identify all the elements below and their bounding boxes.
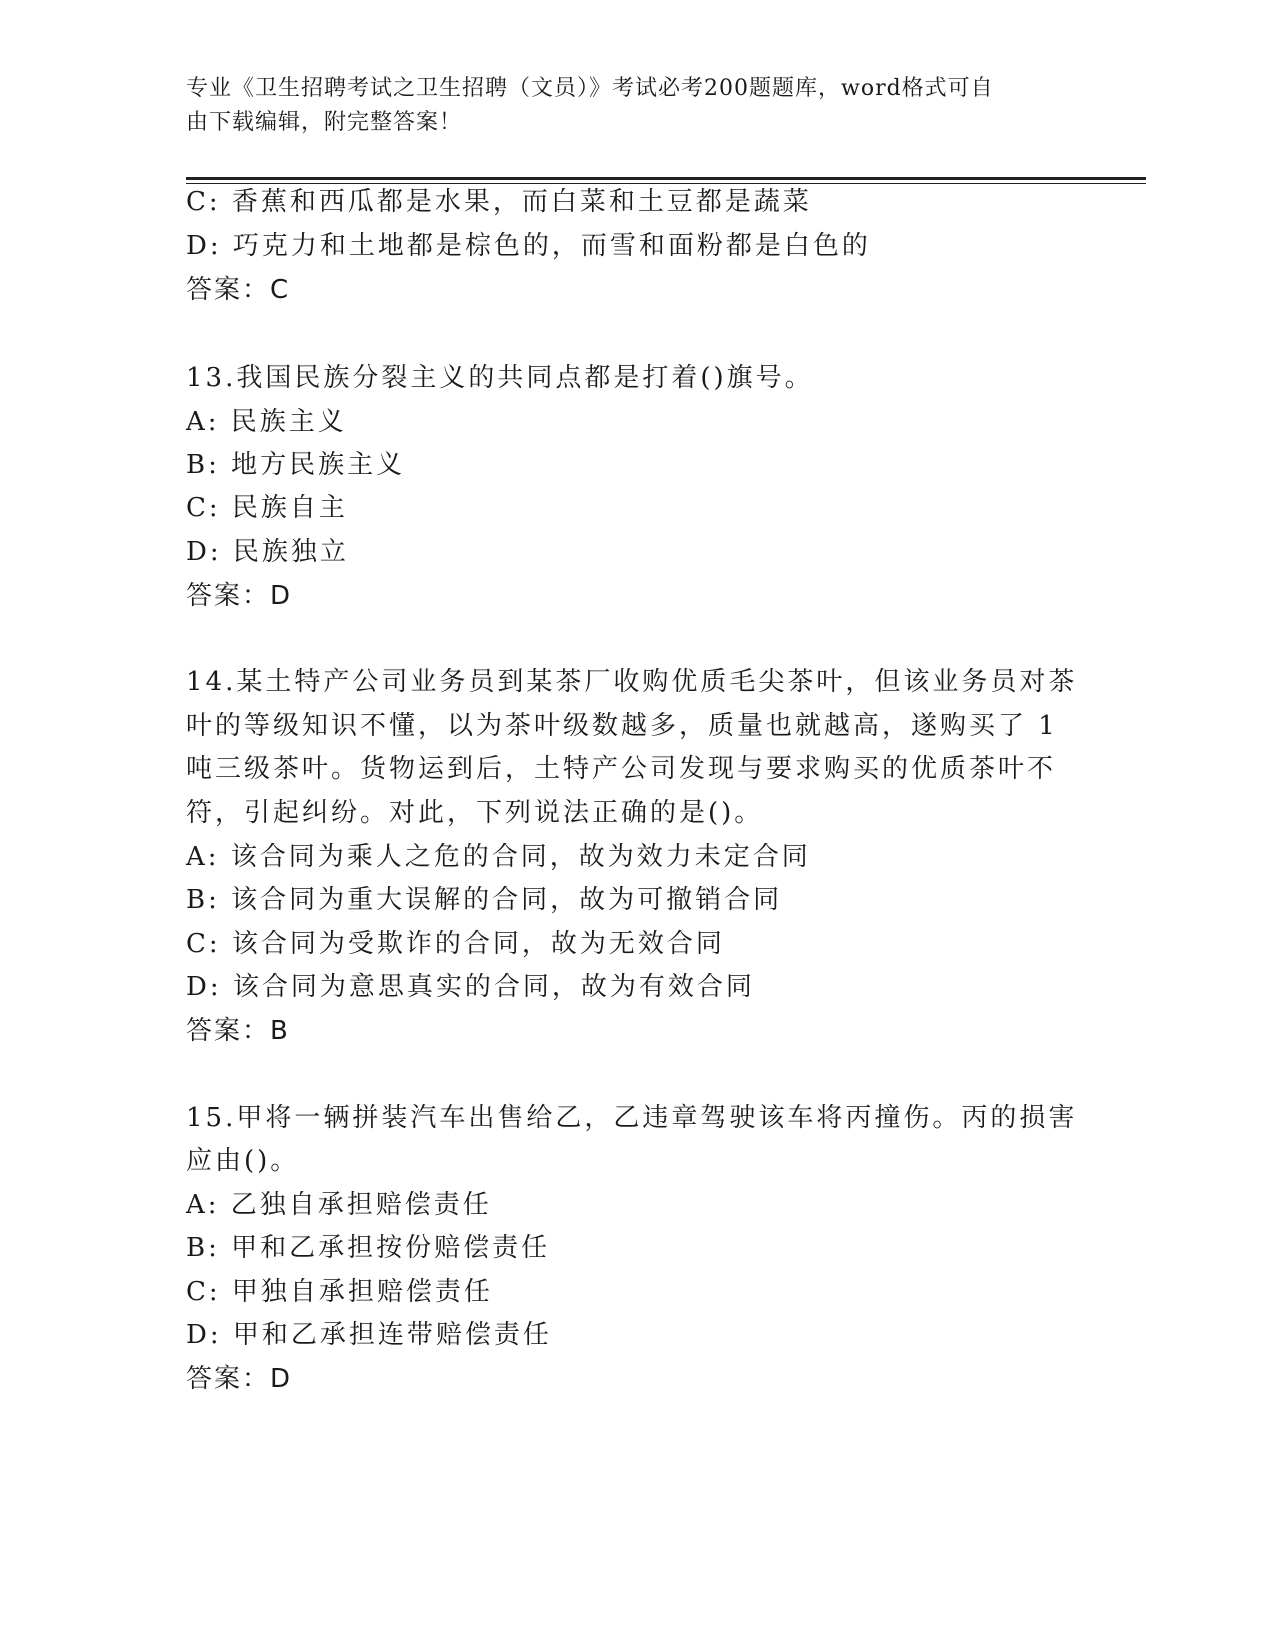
q15-option-d: D: 甲和乙承担连带赔偿责任 [186, 1320, 552, 1350]
q14-stem-line-1: 14.某土特产公司业务员到某茶厂收购优质毛尖茶叶，但该业务员对茶 [186, 667, 1078, 697]
prev-answer: 答案：C [186, 275, 291, 305]
document-header [186, 72, 1086, 140]
header-line-2: 由下载编辑，附完整答案！ [186, 110, 463, 135]
q13-stem: 13.我国民族分裂主义的共同点都是打着()旗号。 [186, 363, 814, 393]
q15-answer: 答案：D [186, 1364, 293, 1394]
q13-option-b: B: 地方民族主义 [186, 450, 406, 480]
q14-stem-line-3: 吨三级茶叶。货物运到后，土特产公司发现与要求购买的优质茶叶不 [186, 754, 1057, 784]
q14-option-b: B: 该合同为重大误解的合同，故为可撤销合同 [186, 885, 783, 915]
q13-option-d: D: 民族独立 [186, 537, 349, 567]
header-divider-thin [186, 183, 1146, 184]
q15-stem-line-2: 应由()。 [186, 1146, 300, 1176]
header-line-1: 专业《卫生招聘考试之卫生招聘（文员）》考试必考200题题库，word格式可自 [186, 76, 994, 101]
q15-option-a: A: 乙独自承担赔偿责任 [186, 1190, 492, 1220]
q14-option-d: D: 该合同为意思真实的合同，故为有效合同 [186, 972, 755, 1002]
q14-stem-line-4: 符，引起纠纷。对此，下列说法正确的是()。 [186, 798, 764, 828]
q13-option-a: A: 民族主义 [186, 407, 347, 437]
q15-stem-line-1: 15.甲将一辆拼装汽车出售给乙，乙违章驾驶该车将丙撞伤。丙的损害 [186, 1103, 1078, 1133]
q15-option-c: C: 甲独自承担赔偿责任 [186, 1277, 493, 1307]
prev-option-d: D: 巧克力和土地都是棕色的，而雪和面粉都是白色的 [186, 231, 871, 261]
q14-option-c: C: 该合同为受欺诈的合同，故为无效合同 [186, 929, 725, 959]
q14-stem-line-2: 叶的等级知识不懂，以为茶叶级数越多，质量也就越高，遂购买了 1 [186, 711, 1058, 741]
q13-answer: 答案：D [186, 581, 293, 611]
q13-option-c: C: 民族自主 [186, 493, 348, 523]
header-divider-thick [186, 177, 1146, 180]
prev-option-c: C: 香蕉和西瓜都是水果，而白菜和土豆都是蔬菜 [186, 187, 812, 217]
q14-option-a: A: 该合同为乘人之危的合同，故为效力未定合同 [186, 842, 811, 872]
q15-option-b: B: 甲和乙承担按份赔偿责任 [186, 1233, 551, 1263]
q14-answer: 答案：B [186, 1016, 290, 1046]
